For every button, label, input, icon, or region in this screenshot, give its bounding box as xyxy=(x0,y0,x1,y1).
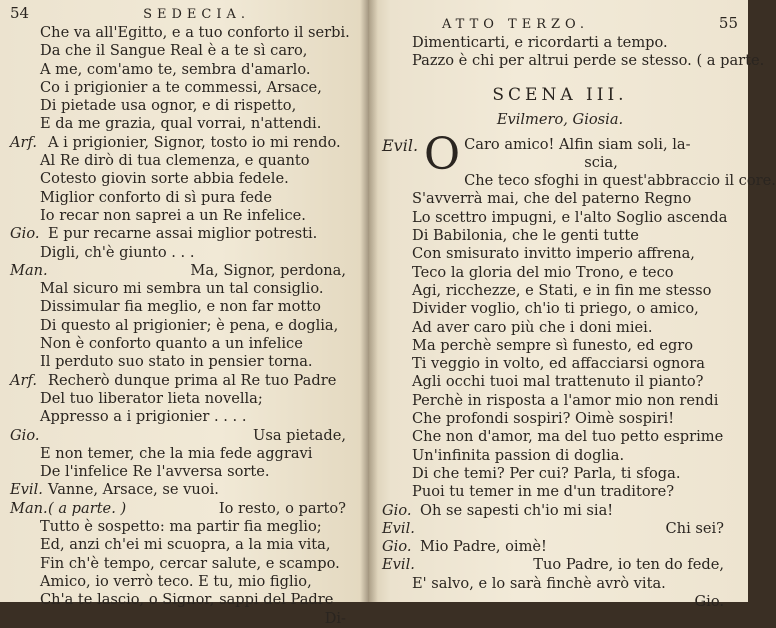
verse-line xyxy=(10,317,360,335)
verse-text: Divider voglio, ch'io ti priego, o amico, xyxy=(412,300,699,318)
opening-line-continuation: scia, xyxy=(584,153,618,171)
verse-line xyxy=(10,591,360,609)
verse-text-continued: Chi sei? xyxy=(665,519,724,537)
verse-line xyxy=(382,392,738,410)
verse-text: Ti veggio in volto, ed affacciarsi ognora xyxy=(412,355,705,373)
verse-text: Ch'a te lascio, o Signor, sappi del Padre xyxy=(40,591,334,609)
verse-line xyxy=(10,115,360,133)
verse-line xyxy=(382,227,738,245)
drop-cap: O xyxy=(424,128,461,180)
scene-opening xyxy=(382,128,738,180)
verse-text: Del tuo liberator lieta novella; xyxy=(40,389,263,407)
verse-line xyxy=(382,190,738,208)
verse-text: Non è conforto quanto a un infelice xyxy=(40,335,303,353)
verse-text-continued: Tuo Padre, io ten do fede, xyxy=(533,556,724,574)
speaker-label: Evil. xyxy=(382,556,415,574)
verse-line xyxy=(10,189,360,207)
verse-text: Un'infinita passion di doglia. xyxy=(412,446,625,464)
verse-text: Tutto è sospetto: ma partir fia meglio; xyxy=(40,518,322,536)
speaker-label: Evil. xyxy=(382,519,415,537)
verse-text: Dissimular fia meglio, e non far motto xyxy=(40,298,321,316)
verse-text: Di che temi? Per cui? Parla, ti sfoga. xyxy=(412,464,681,482)
scene-title: SCENA III. xyxy=(492,84,628,105)
verse-line xyxy=(382,428,738,446)
verse-text: E pur recarne assai miglior potresti. xyxy=(48,225,318,243)
verse-line xyxy=(10,573,360,591)
verse-line xyxy=(382,410,738,428)
verse-line xyxy=(382,172,776,190)
speaker-label: Gio. xyxy=(10,426,40,444)
verse-text: Ed, anzi ch'ei mi scuopra, a la mia vita, xyxy=(40,536,331,554)
verse-line xyxy=(10,97,360,115)
verse-line xyxy=(10,61,360,79)
verse-text: Agli occhi tuoi mal trattenuto il pianto? xyxy=(412,373,704,391)
verse-line xyxy=(382,209,738,227)
verse-text: Di questo al prigionier; è pena, e doglia, xyxy=(40,316,339,334)
verse-text: E non temer, che la mia fede aggravi xyxy=(40,444,313,462)
verse-line xyxy=(10,134,360,152)
verse-text: Recherò dunque prima al Re tuo Padre xyxy=(48,371,337,389)
scene-characters: Evilmero, Giosia. xyxy=(496,110,624,128)
verse-text: Il perduto suo stato in pensier torna. xyxy=(40,353,313,371)
verse-text: Teco la gloria del mio Trono, e teco xyxy=(412,263,674,281)
verse-text: Di pietade usa ognor, e di rispetto, xyxy=(40,97,297,115)
speaker-label: Evil. xyxy=(382,135,419,155)
right-running-head: ATTO TERZO. xyxy=(442,17,590,32)
verse-text: Da che il Sangue Real è a te sì caro, xyxy=(40,42,308,60)
verse-text: Miglior conforto di sì pura fede xyxy=(40,188,273,206)
verse-line xyxy=(10,518,360,536)
verse-text: S'avverrà mai, che del paterno Regno xyxy=(412,190,692,208)
verse-line xyxy=(10,445,360,463)
verse-text: Al Re dirò di tua clemenza, e quanto xyxy=(40,152,310,170)
verse-line xyxy=(10,262,360,280)
right-page-header xyxy=(382,14,738,34)
verse-text: ( a parte. ) xyxy=(48,499,127,517)
verse-line xyxy=(10,244,360,262)
verse-line xyxy=(382,355,738,373)
verse-text: Oh se sapesti ch'io mi sia! xyxy=(420,501,614,519)
verse-line xyxy=(10,170,360,188)
verse-line xyxy=(10,298,360,316)
verse-text: Che va all'Egitto, e a tuo conforto il serbi. xyxy=(40,24,350,41)
speaker-label: Gio. xyxy=(382,501,412,519)
verse-text: Che teco sfoghi in quest'abbraccio il core. xyxy=(464,172,776,190)
verse-line xyxy=(10,335,360,353)
verse-text: Ad aver caro più che i doni miei. xyxy=(412,318,653,336)
verse-text: Che non d'amor, ma del tuo petto esprime xyxy=(412,428,724,446)
verse-line xyxy=(10,500,360,518)
verse-text: Puoi tu temer in me d'un traditore? xyxy=(412,483,675,501)
verse-line xyxy=(382,447,738,465)
verse-line xyxy=(10,481,360,499)
verse-text: Con smisurato invitto imperio affrena, xyxy=(412,245,695,263)
verse-line xyxy=(10,24,360,42)
verse-text: Appresso a i prigionier . . . . xyxy=(40,408,247,426)
verse-line xyxy=(382,264,738,282)
opening-line: Caro amico! Alfin siam soli, la- xyxy=(464,135,691,153)
verse-line xyxy=(10,207,360,225)
verse-line xyxy=(10,79,360,97)
verse-text: Che profondi sospiri? Oimè sospiri! xyxy=(412,410,675,428)
verse-line xyxy=(10,225,360,243)
verse-line xyxy=(10,152,360,170)
verse-text: Di Babilonia, che le genti tutte xyxy=(412,227,639,245)
verse-line xyxy=(10,372,360,390)
verse-text: Ma perchè sempre sì funesto, ed egro xyxy=(412,336,694,354)
verse-line xyxy=(10,408,360,426)
verse-line xyxy=(10,555,360,573)
verse-text: Vanne, Arsace, se vuoi. xyxy=(48,481,219,499)
verse-line xyxy=(10,536,360,554)
verse-line xyxy=(10,463,360,481)
speaker-label: Arf. xyxy=(10,133,38,151)
verse-line xyxy=(382,556,738,574)
verse-text-continued: Usa pietade, xyxy=(253,426,346,444)
verse-line xyxy=(382,300,738,318)
right-page xyxy=(368,0,776,611)
verse-line xyxy=(382,245,738,263)
verse-line xyxy=(382,282,738,300)
verse-line xyxy=(382,319,738,337)
right-top-line-2: Pazzo è chi per altrui perde se stesso. ( a parte. xyxy=(412,52,765,70)
verse-text: Io recar non saprei a un Re infelice. xyxy=(40,206,306,224)
verse-line xyxy=(10,280,360,298)
verse-line xyxy=(10,353,360,371)
verse-text: Agi, ricchezze, e Stati, e in fin me stesso xyxy=(412,281,712,299)
verse-line xyxy=(382,337,738,355)
left-page xyxy=(0,0,368,627)
verse-line xyxy=(10,42,360,60)
speaker-label: Evil. xyxy=(10,481,43,499)
verse-line xyxy=(382,483,738,501)
verse-text: Digli, ch'è giunto . . . xyxy=(40,243,195,261)
speaker-label: Arf. xyxy=(10,371,38,389)
speaker-label: Man. xyxy=(10,261,48,279)
right-catchword: Gio. xyxy=(694,593,724,611)
verse-line xyxy=(10,427,360,445)
verse-line xyxy=(382,520,738,538)
verse-text-continued: Io resto, o parto? xyxy=(218,499,346,517)
left-catchword: Di- xyxy=(324,609,346,627)
right-page-text xyxy=(382,172,776,593)
speaker-label: Man. xyxy=(10,499,48,517)
verse-line xyxy=(382,502,738,520)
verse-text: Perchè in risposta a l'amor mio non rendi xyxy=(412,391,719,409)
verse-text: A i prigionier, Signor, tosto io mi rendo. xyxy=(48,133,341,151)
verse-text: Mal sicuro mi sembra un tal consiglio. xyxy=(40,280,324,298)
verse-text: Co i prigionier a te commessi, Arsace, xyxy=(40,78,322,96)
verse-text: A me, com'amo te, sembra d'amarlo. xyxy=(40,60,311,78)
verse-text: Fin ch'è tempo, cercar salute, e scampo. xyxy=(40,554,340,572)
verse-line xyxy=(10,390,360,408)
right-top-line-1: Dimenticarti, e ricordarti a tempo. xyxy=(412,34,668,51)
speaker-label: Gio. xyxy=(382,538,412,556)
left-running-head: SEDECIA. xyxy=(143,7,250,22)
speaker-label: Gio. xyxy=(10,225,40,243)
left-page-text xyxy=(10,24,360,610)
verse-text-continued: Ma, Signor, perdona, xyxy=(190,261,346,279)
verse-line xyxy=(382,373,738,391)
verse-text: Lo scettro impugni, e l'alto Soglio ascenda xyxy=(412,208,728,226)
verse-line xyxy=(382,575,738,593)
verse-text: Amico, io verrò teco. E tu, mio figlio, xyxy=(40,572,312,590)
left-page-header xyxy=(10,4,360,24)
right-page-number: 55 xyxy=(718,14,738,32)
verse-line xyxy=(382,538,738,556)
verse-text: Mio Padre, oimè! xyxy=(420,538,547,556)
verse-line xyxy=(382,465,738,483)
verse-text: E' salvo, e lo sarà finchè avrò vita. xyxy=(412,574,666,592)
verse-text: De l'infelice Re l'avversa sorte. xyxy=(40,463,270,481)
verse-text: Cotesto giovin sorte abbia fedele. xyxy=(40,170,289,188)
left-page-number: 54 xyxy=(10,4,30,22)
verse-text: E da me grazia, qual vorrai, n'attendi. xyxy=(40,115,322,133)
